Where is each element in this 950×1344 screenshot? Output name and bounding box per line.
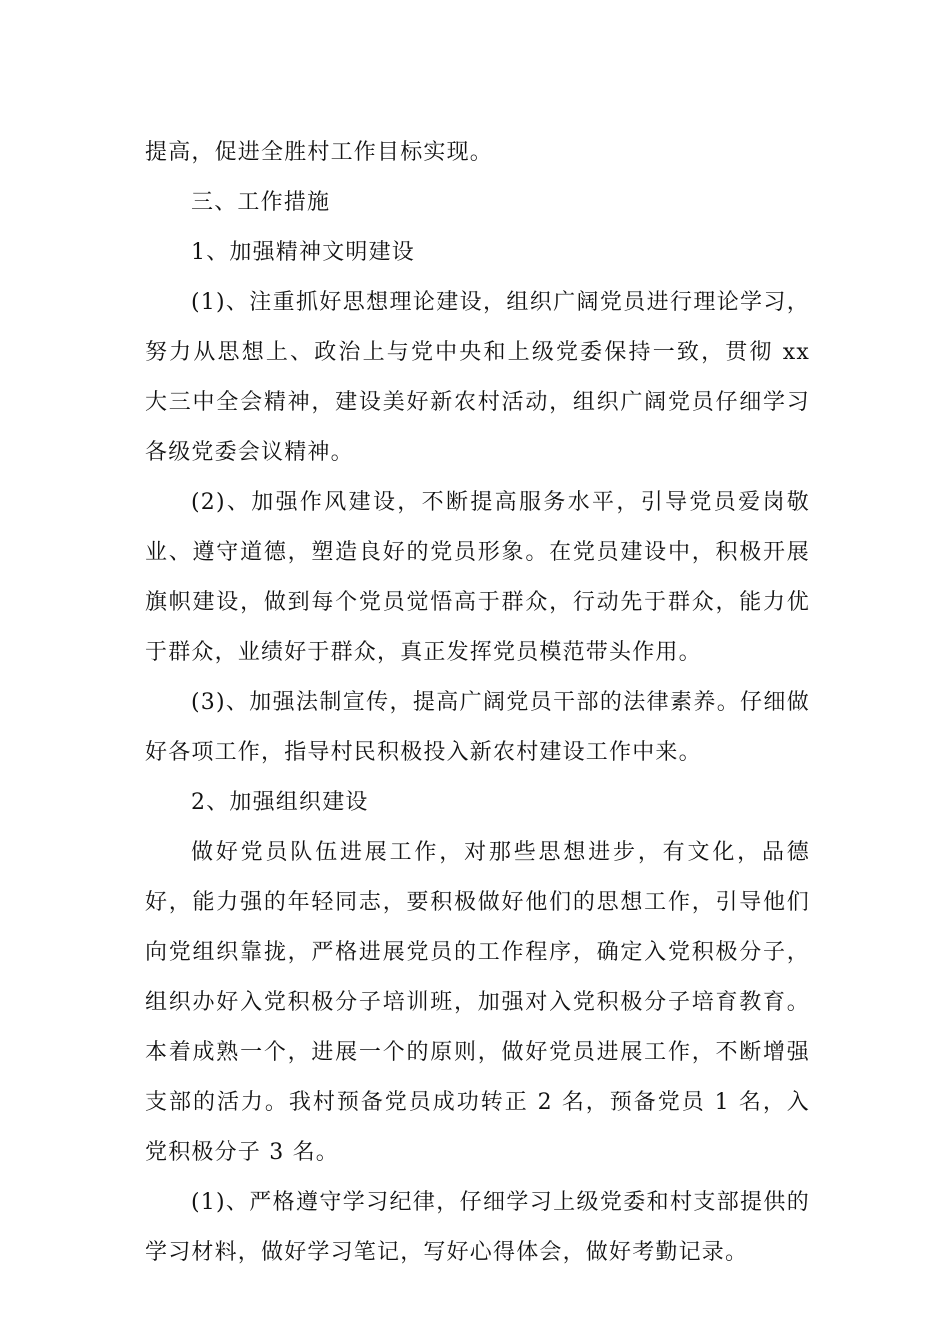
paragraph-theory-building: (1)、注重抓好思想理论建设，组织广阔党员进行理论学习，努力从思想上、政治上与党中央和上级党委保持一致，贯彻 xx 大三中全会精神，建设美好新农村活动，组织广阔党员仔细学习各级党委会议精神。 bbox=[145, 290, 810, 465]
paragraph-legal-publicity: (3)、加强法制宣传，提高广阔党员干部的法律素养。仔细做好各项工作，指导村民积极投入新农村建设工作中来。 bbox=[145, 690, 810, 765]
paragraph-member-development: 做好党员队伍进展工作，对那些思想进步，有文化，品德好，能力强的年轻同志，要积极做好他们的思想工作，引导他们向党组织靠拢，严格进展党员的工作程序，确定入党积极分子，组织办好入党积极分子培训班，加强对入党积极分子培育教育。本着成熟一个，进展一个的原则，做好党员进展工作，不断增强支部的活力。我村预备党员成功转正 2 名，预备党员 1 名，入党积极分子 3 名。 bbox=[145, 840, 810, 1165]
paragraph-study-discipline: (1)、严格遵守学习纪律，仔细学习上级党委和村支部提供的学习材料，做好学习笔记，写好心得体会，做好考勤记录。 bbox=[145, 1190, 810, 1265]
paragraph-continuation: 提高，促进全胜村工作目标实现。 bbox=[145, 140, 494, 165]
subheading-spiritual-civilization: 1、加强精神文明建设 bbox=[191, 240, 415, 265]
paragraph-style-building: (2)、加强作风建设，不断提高服务水平，引导党员爱岗敬业、遵守道德，塑造良好的党员形象。在党员建设中，积极开展旗帜建设，做到每个党员觉悟高于群众，行动先于群众，能力优于群众，业绩好于群众，真正发挥党员模范带头作用。 bbox=[145, 490, 810, 665]
document-body bbox=[145, 128, 810, 1278]
section-heading-work-measures: 三、工作措施 bbox=[191, 190, 331, 215]
subheading-organization-building: 2、加强组织建设 bbox=[191, 790, 369, 815]
